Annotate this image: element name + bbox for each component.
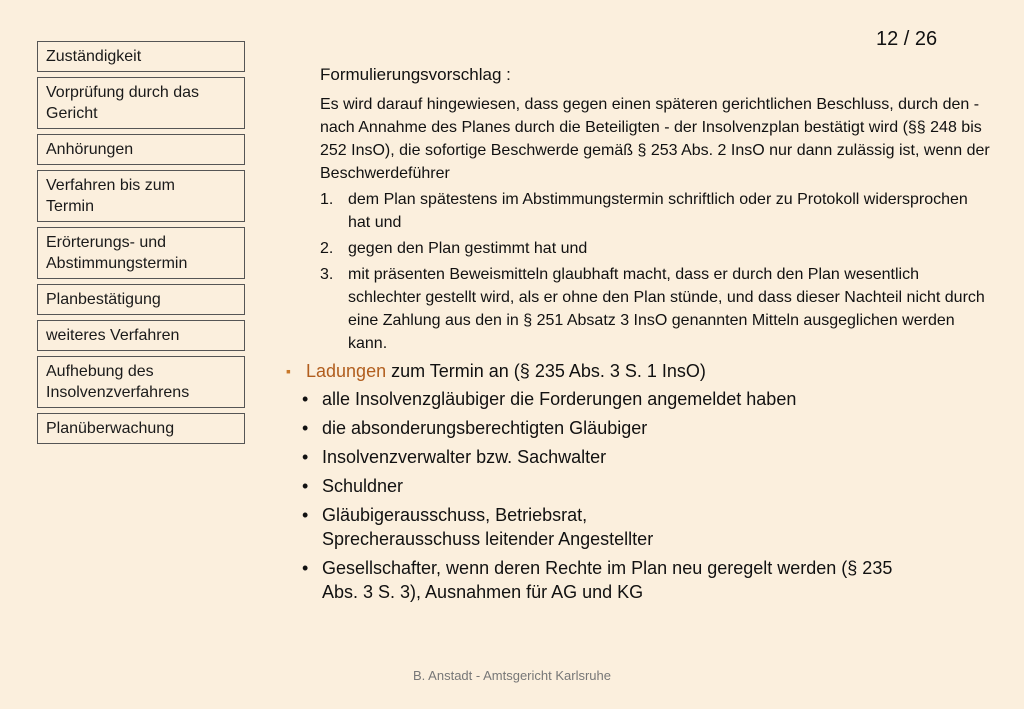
nav-item-weiteres-verfahren[interactable]: weiteres Verfahren <box>37 320 245 351</box>
nav-item-planbestaetigung[interactable]: Planbestätigung <box>37 284 245 315</box>
list-text: Insolvenzverwalter bzw. Sachwalter <box>322 447 607 467</box>
bullet-icon: • <box>302 505 309 525</box>
list-text: mit präsenten Beweismitteln glaubhaft macht, dass er durch den Plan wesentlich schlechter gestellt wird, als er ohne den Plan stünde, und dass dieser Nachteil nicht durch eine Zahlung aus den in § 251 Absatz 3 InsO genannten Mitteln ausgeglichen werden kann. <box>348 266 985 352</box>
list-text: alle Insolvenzgläubiger die Forderungen angemeldet haben <box>322 389 797 409</box>
highlight-term: Ladungen <box>306 361 387 381</box>
nav-item-verfahren-bis-termin[interactable]: Verfahren bis zum Termin <box>37 170 245 222</box>
main-bullet-rest: zum Termin an (§ 235 Abs. 3 S. 1 InsO) <box>386 361 706 381</box>
square-bullet-icon: ▪ <box>286 363 291 379</box>
list-item <box>320 263 992 355</box>
main-content <box>286 64 1000 609</box>
intro-paragraph: Es wird darauf hingewiesen, dass gegen einen späteren gerichtlichen Beschluss, durch den - nach Annahme des Planes durch die Beteiligten - der Insolvenzplan bestätigt wird (§§ 248 bis 252 InsO), die sofortige Beschwerde gemäß § 253 Abs. 2 InsO nur dann zulässig ist, wenn der Beschwerdeführer <box>320 96 990 182</box>
list-text: Schuldner <box>322 476 404 496</box>
list-text: Gläubigerausschuss, Betriebsrat, Sprecherausschuss leitender Angestellter <box>322 505 654 549</box>
main-bullet <box>286 359 1000 383</box>
list-number: 1. <box>320 191 334 208</box>
bullet-icon: • <box>302 389 309 409</box>
footer-credit: B. Anstadt - Amtsgericht Karlsruhe <box>413 668 611 683</box>
section-heading: Formulierungsvorschlag : <box>320 65 511 84</box>
list-item <box>300 556 1000 604</box>
list-item <box>300 416 1000 440</box>
nav-item-eroerterungstermin[interactable]: Erörterungs- und Abstimmungstermin <box>37 227 245 279</box>
page-number: 12 / 26 <box>876 28 938 50</box>
list-text: dem Plan spätestens im Abstimmungstermin schriftlich oder zu Protokoll widersprochen hat und <box>348 191 968 231</box>
nav-item-aufhebung[interactable]: Aufhebung des Insolvenzverfahrens <box>37 356 245 408</box>
list-item <box>300 445 1000 469</box>
bullet-icon: • <box>302 476 309 496</box>
conditions-list <box>320 188 992 355</box>
list-item <box>300 474 1000 498</box>
nav-item-planueberwachung[interactable]: Planüberwachung <box>37 413 245 444</box>
list-item <box>320 237 992 260</box>
list-item <box>300 387 1000 411</box>
list-text: die absonderungsberechtigten Gläubiger <box>322 418 648 438</box>
list-item <box>320 188 992 234</box>
nav-item-zustaendigkeit[interactable]: Zuständigkeit <box>37 41 245 72</box>
nav-item-anhoerungen[interactable]: Anhörungen <box>37 134 245 165</box>
bullet-icon: • <box>302 418 309 438</box>
list-item <box>300 503 1000 551</box>
list-number: 3. <box>320 266 334 283</box>
list-number: 2. <box>320 240 334 257</box>
recipients-list <box>300 387 1000 604</box>
list-text: gegen den Plan gestimmt hat und <box>348 240 588 257</box>
sidebar-nav <box>37 41 245 449</box>
nav-item-vorpruefung[interactable]: Vorprüfung durch das Gericht <box>37 77 245 129</box>
bullet-icon: • <box>302 558 309 578</box>
bullet-icon: • <box>302 447 309 467</box>
main-bullet-text <box>306 359 706 383</box>
list-text: Gesellschafter, wenn deren Rechte im Plan neu geregelt werden (§ 235 Abs. 3 S. 3), Ausnahmen für AG und KG <box>322 558 893 602</box>
